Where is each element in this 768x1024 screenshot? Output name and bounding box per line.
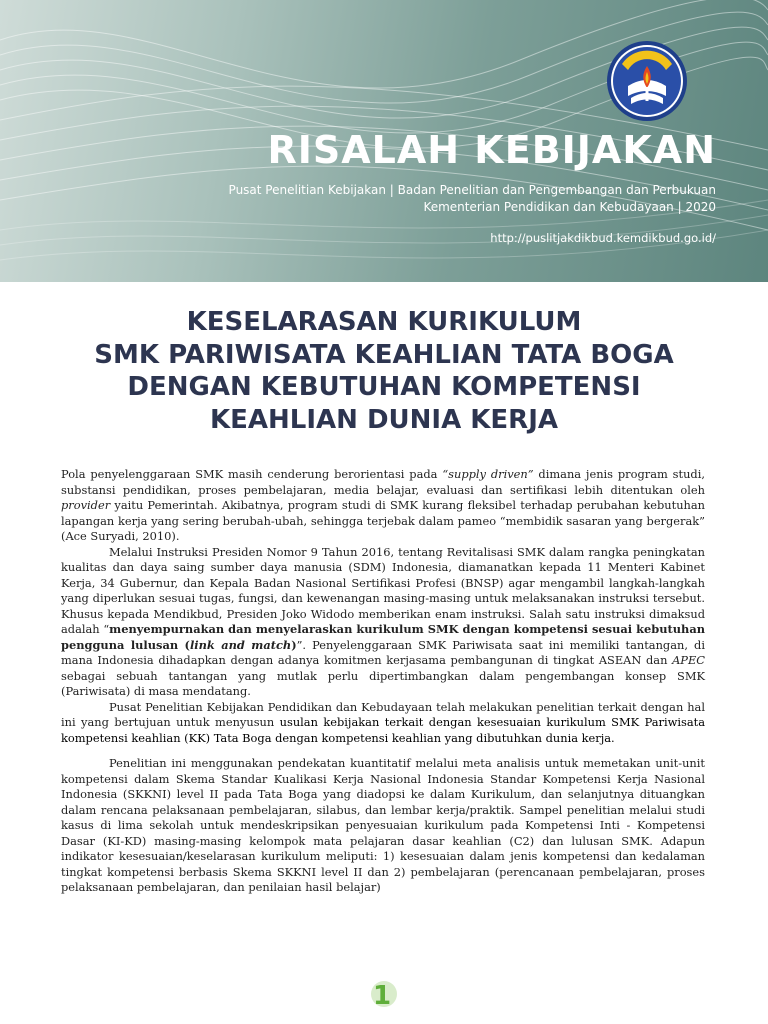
- paragraph-1: Pola penyelenggaraan SMK masih cenderung berorientasi pada “supply driven” dimana jenis program studi, substansi pendidikan, proses pembelajaran, media belajar, evaluasi dan sertifikasi lebih ditentukan oleh provider yaitu Pemerintah. Akibatnya, program studi di SMK kurang fleksibel terhadap perubahan kebutuhan lapangan kerja yang sering berubah-ubah, sehingga terjebak dalam pameo “membidik sasaran yang bergerak” (Ace Suryadi, 2010).: [61, 467, 705, 543]
- title-line-1: KESELARASAN KURIKULUM: [186, 307, 582, 337]
- paragraph-3: Pusat Penelitian Kebijakan Pendidikan dan Kebudayaan telah melakukan penelitian terkait dengan hal ini yang bertujuan untuk menyusun usulan kebijakan terkait dengan kesesuaian kurikulum SMK Pariwisata kompetensi keahlian (KK) Tata Boga dengan kompetensi keahlian yang dibutuhkan dunia kerja.: [61, 699, 706, 745]
- title-line-2: SMK PARIWISATA KEAHLIAN TATA BOGA: [94, 339, 674, 370]
- page-number-text: 1: [372, 981, 392, 1011]
- website-link[interactable]: http://puslitjakdikbud.kemdikbud.go.id/: [490, 231, 716, 245]
- document-title: [20, 306, 748, 436]
- paragraph-2: Melalui Instruksi Presiden Nomor 9 Tahun 2016, tentang Revitalisasi SMK dalam rangka peningkatan kualitas dan daya saing sumber daya manusia (SDM) Indonesia, diamanatkan kepada 11 Menteri Kabinet Kerja, 34 Gubernur, dan Kepala Badan Nasional Sertifikasi Profesi (BNSP) agar mengambil langkah-langkah yang diperlukan sesuai tugas, fungsi, dan kewenangan masing-masing untuk melaksanakan instruksi tersebut. Khusus kepada Mendikbud, Presiden Joko Widodo memberikan enam instruksi. Salah satu instruksi dimaksud adalah “menyempurnakan dan menyelaraskan kurikulum SMK dengan kompetensi sesuai kebutuhan pengguna lulusan (link and match)”. Penyelenggaraan SMK Pariwisata saat ini memiliki tantangan, di mana Indonesia dihadapkan dengan adanya komitmen kerjasama pembangunan di tingkat ASEAN dan APEC sebagai sebuah tantangan yang mutlak perlu dipertimbangkan dalam pengembangan konsep SMK (Pariwisata) di masa mendatang.: [61, 544, 705, 698]
- title-line-4: KEAHLIAN DUNIA KERJA: [210, 404, 558, 435]
- publisher-line-1: Pusat Penelitian Kebijakan | Badan Penelitian dan Pengembangan dan Perbukuan: [228, 183, 716, 197]
- header-banner: [0, 0, 768, 282]
- title-line-3: DENGAN KEBUTUHAN KOMPETENSI: [127, 372, 641, 402]
- paragraph-4: Penelitian ini menggunakan pendekatan kuantitatif melalui meta analisis untuk memetakan unit-unit kompetensi dalam Skema Standar Kualikasi Kerja Nasional Indonesia Standar Kompetensi Kerja Nasional Indonesia (SKKNI) level II pada Tata Boga yang diadopsi ke dalam Kurikulum, dan selanjutnya dituangkan dalam rencana pelaksanaan pembelajaran, silabus, dan lembar kerja/praktik. Sampel penelitian melalui studi kasus di lima sekolah untuk mendeskripsikan penyesuaian kurikulum pada Kompetensi Inti - Kompetensi Dasar (KI-KD) masing-masing kelompok mata pelajaran dasar keahlian (C2) dan lulusan SMK. Adapun indikator kesesuaian/keselarasan kurikulum meliputi: 1) kesesuaian dalam jenis kompetensi dan kedalaman tingkat kompetensi berbasis Skema SKKNI level II dan 2) pembelajaran (perencanaan pembelajaran, proses pelaksanaan pembelajaran, dan penilaian hasil belajar): [61, 756, 705, 894]
- page-number: [366, 976, 402, 1012]
- tut-wuri-handayani-logo: [606, 40, 688, 122]
- body-text: [61, 467, 705, 896]
- publisher-line-2: Kementerian Pendidikan dan Kebudayaan | 2020: [423, 200, 716, 214]
- publication-title: RISALAH KEBIJAKAN: [267, 128, 716, 172]
